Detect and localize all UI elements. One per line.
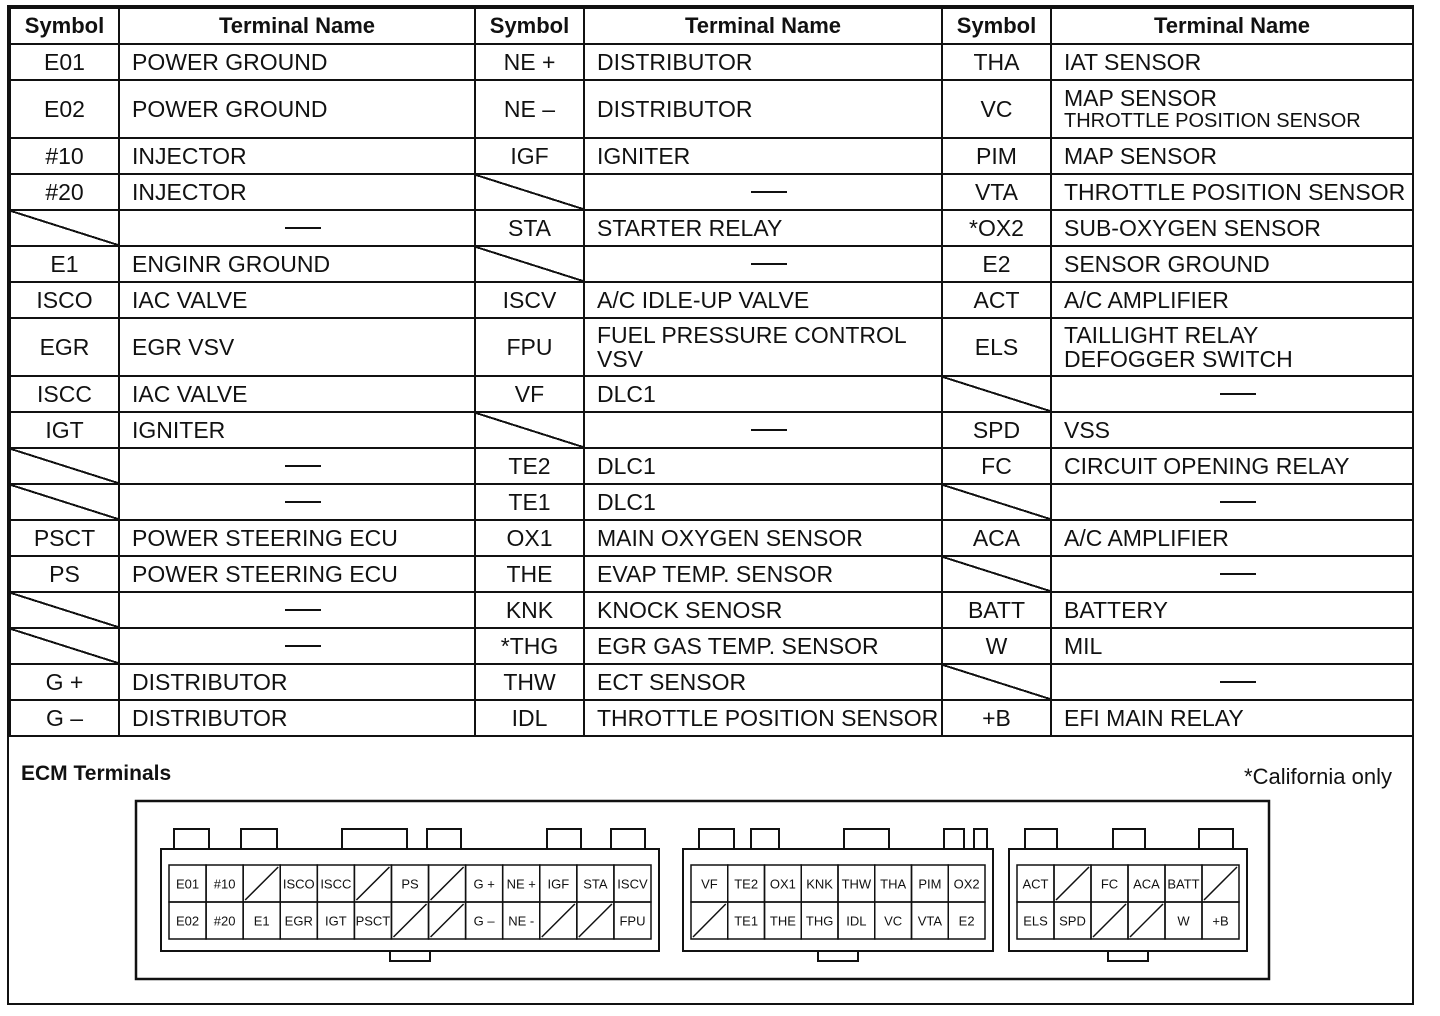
terminal-name-header: Terminal Name xyxy=(119,8,475,44)
terminal-name-cell xyxy=(1051,412,1413,448)
dash-mark xyxy=(751,191,787,193)
symbol-cell: W xyxy=(942,628,1051,664)
terminal-table xyxy=(9,7,1414,737)
terminal-name-line: INJECTOR xyxy=(132,143,247,169)
table-row xyxy=(10,376,1413,412)
unused-name-cell xyxy=(119,628,475,664)
symbol-cell: PSCT xyxy=(10,520,119,556)
terminal-name-cell xyxy=(1051,592,1413,628)
terminal-name-line: DISTRIBUTOR xyxy=(132,669,288,695)
symbol-cell: E02 xyxy=(10,80,119,138)
terminal-name-cell xyxy=(1051,80,1413,138)
table-row xyxy=(10,700,1413,736)
connector-pin-label: KNK xyxy=(806,876,833,892)
connector-pin-label: VTA xyxy=(917,913,943,929)
unused-pin-slash xyxy=(1093,904,1126,937)
unused-symbol-cell xyxy=(475,246,584,282)
unused-name-cell xyxy=(584,174,942,210)
table-row xyxy=(10,556,1413,592)
symbol-cell: IGF xyxy=(475,138,584,174)
terminal-name-cell xyxy=(119,138,475,174)
table-row xyxy=(10,210,1413,246)
connector-key xyxy=(818,951,858,961)
symbol-cell: THW xyxy=(475,664,584,700)
table-row xyxy=(10,246,1413,282)
connector-pin-label: THW xyxy=(841,876,872,892)
terminal-name-header: Terminal Name xyxy=(584,8,942,44)
terminal-name-line: VSS xyxy=(1064,417,1111,443)
terminal-name-cell xyxy=(1051,282,1413,318)
connector-pin-label: IGF xyxy=(547,876,570,892)
unused-symbol-cell xyxy=(10,448,119,484)
terminal-name-line: ECT SENSOR xyxy=(597,669,747,695)
dash-mark xyxy=(285,645,321,647)
connector-pin-label: NE + xyxy=(506,876,536,892)
table-row xyxy=(10,448,1413,484)
connector-latch-tab xyxy=(611,829,645,849)
symbol-cell: NE + xyxy=(475,44,584,80)
symbol-cell: FPU xyxy=(475,318,584,376)
symbol-cell: ACA xyxy=(942,520,1051,556)
symbol-cell: G + xyxy=(10,664,119,700)
connector-pin-label: THE xyxy=(769,913,796,929)
table-row xyxy=(10,664,1413,700)
symbol-cell: ISCV xyxy=(475,282,584,318)
terminal-name-cell xyxy=(119,664,475,700)
unused-symbol-cell xyxy=(942,484,1051,520)
connector-pin-label: ACA xyxy=(1133,876,1160,892)
terminal-name-line: CIRCUIT OPENING RELAY xyxy=(1064,453,1350,479)
connector-pin-label: PSCT xyxy=(355,913,391,929)
connector-latch-tab xyxy=(751,829,779,849)
terminal-name-line: DLC1 xyxy=(597,453,656,479)
connector-latch-tab xyxy=(974,829,987,849)
symbol-cell: +B xyxy=(942,700,1051,736)
unused-pin-slash xyxy=(431,867,464,900)
dash-mark xyxy=(1220,501,1256,503)
connector-latch-tab xyxy=(1199,829,1233,849)
terminal-name-cell xyxy=(584,282,942,318)
connector-pin-label: THA xyxy=(880,876,907,892)
dash-mark xyxy=(751,263,787,265)
terminal-name-line: THROTTLE POSITION SENSOR xyxy=(597,705,939,731)
symbol-cell: SPD xyxy=(942,412,1051,448)
symbol-cell: ACT xyxy=(942,282,1051,318)
terminal-name-cell xyxy=(1051,628,1413,664)
symbol-cell: *OX2 xyxy=(942,210,1051,246)
terminal-name-cell xyxy=(584,448,942,484)
terminal-name-cell xyxy=(119,282,475,318)
terminal-name-line: INJECTOR xyxy=(132,179,247,205)
dash-mark xyxy=(285,227,321,229)
terminal-name-line: EGR GAS TEMP. SENSOR xyxy=(597,633,879,659)
terminal-name-line: MAIN OXYGEN SENSOR xyxy=(597,525,863,551)
connector-pin-label: IGT xyxy=(325,913,347,929)
connector-pin-label: #20 xyxy=(213,913,236,929)
unused-pin-slash xyxy=(431,904,464,937)
unused-symbol-cell xyxy=(942,556,1051,592)
dash-mark xyxy=(751,429,787,431)
connector-pin-label: +B xyxy=(1212,913,1229,929)
table-row xyxy=(10,520,1413,556)
terminal-name-cell xyxy=(1051,44,1413,80)
terminal-name-line: DLC1 xyxy=(597,381,656,407)
connector-latch-tab xyxy=(427,829,461,849)
connector-pin-label: E1 xyxy=(253,913,270,929)
unused-symbol-cell xyxy=(475,412,584,448)
terminal-name-cell xyxy=(1051,520,1413,556)
terminal-name-line: POWER STEERING ECU xyxy=(132,561,398,587)
connector-pin-label: G – xyxy=(473,913,495,929)
connector-pin-label: THG xyxy=(805,913,834,929)
terminal-name-cell xyxy=(119,174,475,210)
connector-key xyxy=(1108,951,1148,961)
dash-mark xyxy=(1220,681,1256,683)
unused-pin-slash xyxy=(579,904,612,937)
unused-name-cell xyxy=(119,592,475,628)
table-header-row xyxy=(10,8,1413,44)
unused-name-cell xyxy=(1051,484,1413,520)
symbol-cell: ISCO xyxy=(10,282,119,318)
connector-pin-label: STA xyxy=(583,876,608,892)
symbol-cell: OX1 xyxy=(475,520,584,556)
terminal-name-cell xyxy=(584,700,942,736)
symbol-cell: BATT xyxy=(942,592,1051,628)
symbol-cell: VC xyxy=(942,80,1051,138)
symbol-cell: THA xyxy=(942,44,1051,80)
terminal-name-cell xyxy=(119,80,475,138)
terminal-name-cell xyxy=(1051,210,1413,246)
dash-mark xyxy=(1220,573,1256,575)
symbol-cell: IGT xyxy=(10,412,119,448)
unused-pin-slash xyxy=(1130,904,1163,937)
unused-name-cell xyxy=(1051,376,1413,412)
terminal-name-line: IGNITER xyxy=(597,143,691,169)
terminal-name-cell xyxy=(119,246,475,282)
symbol-cell: STA xyxy=(475,210,584,246)
terminal-name-line: FUEL PRESSURE CONTROL xyxy=(597,322,907,348)
unused-name-cell xyxy=(119,484,475,520)
connector-pin-label: ELS xyxy=(1023,913,1048,929)
terminal-name-cell xyxy=(119,556,475,592)
terminal-name-line: A/C AMPLIFIER xyxy=(1064,287,1229,313)
terminal-name-line: MAP SENSOR xyxy=(1064,143,1217,169)
terminal-name-line: SENSOR GROUND xyxy=(1064,251,1270,277)
table-row xyxy=(10,318,1413,376)
terminal-name-cell xyxy=(584,628,942,664)
connector-pin-label: W xyxy=(1177,913,1190,929)
symbol-cell: *THG xyxy=(475,628,584,664)
terminal-name-line: MIL xyxy=(1064,633,1103,659)
terminal-name-line: VSV xyxy=(597,346,644,372)
terminal-name-line: DISTRIBUTOR xyxy=(132,705,288,731)
terminal-name-line: KNOCK SENOSR xyxy=(597,597,783,623)
symbol-cell: TE1 xyxy=(475,484,584,520)
terminal-name-line: DEFOGGER SWITCH xyxy=(1064,346,1293,372)
unused-pin-slash xyxy=(542,904,575,937)
ecm-connector-diagram xyxy=(9,754,1412,1003)
symbol-header: Symbol xyxy=(475,8,584,44)
table-row xyxy=(10,282,1413,318)
table-row xyxy=(10,412,1413,448)
unused-name-cell xyxy=(584,412,942,448)
dash-mark xyxy=(285,501,321,503)
symbol-cell: EGR xyxy=(10,318,119,376)
terminal-name-line: IGNITER xyxy=(132,417,226,443)
terminal-name-cell xyxy=(119,44,475,80)
connector-pin-label: PIM xyxy=(918,876,942,892)
unused-symbol-cell xyxy=(942,376,1051,412)
terminal-name-line: DISTRIBUTOR xyxy=(597,96,753,122)
terminal-name-cell xyxy=(584,592,942,628)
terminal-name-cell xyxy=(119,412,475,448)
unused-name-cell xyxy=(584,246,942,282)
terminal-name-line: EVAP TEMP. SENSOR xyxy=(597,561,834,587)
connector-pin-label: TE2 xyxy=(734,876,759,892)
unused-name-cell xyxy=(119,210,475,246)
terminal-name-line: BATTERY xyxy=(1064,597,1168,623)
terminal-name-cell xyxy=(1051,448,1413,484)
symbol-cell: THE xyxy=(475,556,584,592)
unused-pin-slash xyxy=(356,867,389,900)
table-row xyxy=(10,44,1413,80)
symbol-cell: PS xyxy=(10,556,119,592)
symbol-cell: #10 xyxy=(10,138,119,174)
unused-pin-slash xyxy=(1056,867,1089,900)
connector-pin-label: G + xyxy=(473,876,495,892)
connector-latch-tab xyxy=(699,829,734,849)
terminal-name-line: IAT SENSOR xyxy=(1064,49,1202,75)
terminal-name-cell xyxy=(1051,174,1413,210)
symbol-cell: PIM xyxy=(942,138,1051,174)
symbol-header: Symbol xyxy=(942,8,1051,44)
connector-pin-label: E01 xyxy=(175,876,200,892)
terminal-name-cell xyxy=(584,664,942,700)
unused-name-cell xyxy=(119,448,475,484)
symbol-header: Symbol xyxy=(10,8,119,44)
table-row xyxy=(10,138,1413,174)
table-row xyxy=(10,80,1413,138)
connector-pin-label: VC xyxy=(884,913,903,929)
connector-pin-label: IDL xyxy=(846,913,867,929)
terminal-name-line: STARTER RELAY xyxy=(597,215,783,241)
connector-latch-tab xyxy=(241,829,277,849)
terminal-name-cell xyxy=(119,376,475,412)
terminal-name-line: SUB-OXYGEN SENSOR xyxy=(1064,215,1321,241)
unused-symbol-cell xyxy=(10,592,119,628)
terminal-name-cell xyxy=(119,700,475,736)
unused-pin-slash xyxy=(393,904,426,937)
unused-symbol-cell xyxy=(942,664,1051,700)
terminal-name-line: TAILLIGHT RELAY xyxy=(1064,322,1259,348)
unused-symbol-cell xyxy=(475,174,584,210)
connector-pin-label: FPU xyxy=(619,913,646,929)
unused-pin-slash xyxy=(1204,867,1237,900)
terminal-name-cell xyxy=(584,210,942,246)
terminal-name-cell xyxy=(584,376,942,412)
terminal-name-cell xyxy=(119,520,475,556)
terminal-name-cell xyxy=(584,80,942,138)
terminal-name-cell xyxy=(584,484,942,520)
terminal-name-header: Terminal Name xyxy=(1051,8,1413,44)
terminal-name-line: ENGINR GROUND xyxy=(132,251,331,277)
symbol-cell: ISCC xyxy=(10,376,119,412)
terminal-name-line: MAP SENSOR xyxy=(1064,85,1217,111)
connector-latch-tab xyxy=(844,829,889,849)
symbol-cell: KNK xyxy=(475,592,584,628)
symbol-cell: FC xyxy=(942,448,1051,484)
dash-mark xyxy=(285,609,321,611)
terminal-name-cell xyxy=(584,556,942,592)
terminal-name-line: DISTRIBUTOR xyxy=(597,49,753,75)
connector-latch-tab xyxy=(174,829,209,849)
connector-pin-label: NE - xyxy=(508,913,535,929)
terminal-name-cell xyxy=(584,138,942,174)
connector-pin-label: EGR xyxy=(284,913,313,929)
terminal-name-line: THROTTLE POSITION SENSOR xyxy=(1064,110,1361,132)
terminal-name-line: POWER STEERING ECU xyxy=(132,525,398,551)
terminal-name-cell xyxy=(1051,246,1413,282)
connector-pin-label: VF xyxy=(701,876,718,892)
unused-symbol-cell xyxy=(10,210,119,246)
connector-pin-label: E02 xyxy=(175,913,200,929)
symbol-cell: #20 xyxy=(10,174,119,210)
unused-pin-slash xyxy=(693,904,726,937)
terminal-name-line: EGR VSV xyxy=(132,334,235,360)
connector-pin-label: ISCV xyxy=(617,876,648,892)
connector-pin-label: OX2 xyxy=(953,876,980,892)
symbol-cell: IDL xyxy=(475,700,584,736)
terminal-name-cell xyxy=(584,520,942,556)
terminal-name-line: DLC1 xyxy=(597,489,656,515)
terminal-name-line: POWER GROUND xyxy=(132,49,328,75)
connector-latch-tab xyxy=(1113,829,1145,849)
terminal-name-line: POWER GROUND xyxy=(132,96,328,122)
terminal-name-cell xyxy=(1051,318,1413,376)
table-row xyxy=(10,484,1413,520)
terminal-name-line: THROTTLE POSITION SENSOR xyxy=(1064,179,1406,205)
connector-pin-label: FC xyxy=(1100,876,1119,892)
unused-name-cell xyxy=(1051,556,1413,592)
dash-mark xyxy=(1220,393,1256,395)
terminal-name-line: IAC VALVE xyxy=(132,287,248,313)
symbol-cell: VTA xyxy=(942,174,1051,210)
symbol-cell: VF xyxy=(475,376,584,412)
table-row xyxy=(10,592,1413,628)
connector-pin-label: E2 xyxy=(958,913,975,929)
connector-pin-label: SPD xyxy=(1059,913,1086,929)
symbol-cell: NE – xyxy=(475,80,584,138)
terminal-name-line: EFI MAIN RELAY xyxy=(1064,705,1244,731)
connector-pin-label: TE1 xyxy=(734,913,759,929)
symbol-cell: E01 xyxy=(10,44,119,80)
table-row xyxy=(10,628,1413,664)
connector-pin-label: ACT xyxy=(1022,876,1049,892)
connector-pin-label: BATT xyxy=(1167,876,1200,892)
connector-latch-tab xyxy=(547,829,581,849)
unused-symbol-cell xyxy=(10,628,119,664)
connector-pin-label: PS xyxy=(401,876,419,892)
terminal-name-cell xyxy=(119,318,475,376)
ecm-terminals-title: ECM Terminals xyxy=(21,762,172,785)
connector-pin-label: ISCO xyxy=(282,876,315,892)
terminal-name-cell xyxy=(584,318,942,376)
connector-latch-tab xyxy=(944,829,964,849)
unused-symbol-cell xyxy=(10,484,119,520)
terminal-name-line: IAC VALVE xyxy=(132,381,248,407)
unused-pin-slash xyxy=(245,867,278,900)
symbol-cell: TE2 xyxy=(475,448,584,484)
connector-pin-label: #10 xyxy=(213,876,236,892)
connector-latch-tab xyxy=(1025,829,1057,849)
california-only-note: *California only xyxy=(1244,764,1392,789)
symbol-cell: E1 xyxy=(10,246,119,282)
connector-pin-label: OX1 xyxy=(769,876,796,892)
ecm-terminals-section xyxy=(9,754,1412,1003)
connector-key xyxy=(390,951,430,961)
terminal-name-line: A/C AMPLIFIER xyxy=(1064,525,1229,551)
connector-latch-tab xyxy=(342,829,407,849)
terminal-name-cell xyxy=(1051,700,1413,736)
symbol-cell: G – xyxy=(10,700,119,736)
terminal-name-cell xyxy=(584,44,942,80)
symbol-cell: ELS xyxy=(942,318,1051,376)
symbol-cell: E2 xyxy=(942,246,1051,282)
connector-pin-label: ISCC xyxy=(320,876,352,892)
dash-mark xyxy=(285,465,321,467)
table-row xyxy=(10,174,1413,210)
terminal-name-line: A/C IDLE-UP VALVE xyxy=(597,287,810,313)
terminal-name-cell xyxy=(1051,138,1413,174)
unused-name-cell xyxy=(1051,664,1413,700)
